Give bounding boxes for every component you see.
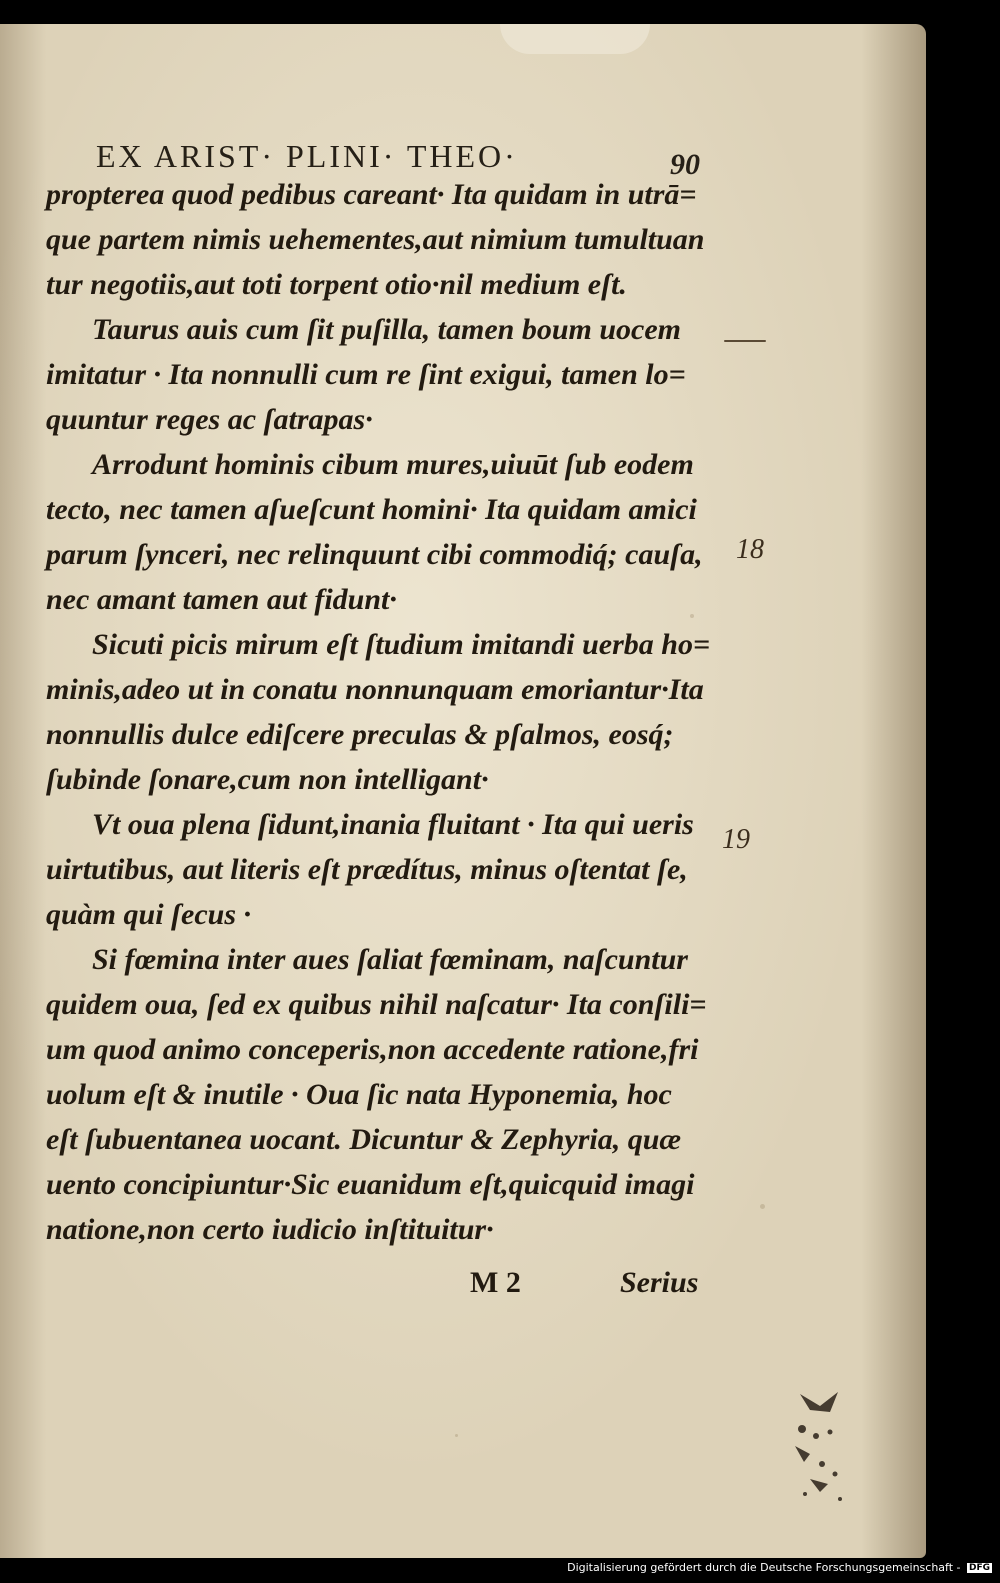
text-line: nonnullis dulce ediſcere preculas & pſalmos, eosq́; <box>46 718 674 751</box>
text-line: imitatur · Ita nonnulli cum re ſint exigui, tamen lo= <box>46 358 686 391</box>
text-line: tur negotiis,aut toti torpent otio·nil medium eſt. <box>46 268 627 301</box>
margin-note-18: 18 <box>736 534 764 565</box>
text-line: propterea quod pedibus careant· Ita quidam in utrā= <box>46 178 697 211</box>
paper-speck <box>690 614 694 618</box>
page-number: 90 <box>670 148 700 181</box>
text-line: quuntur reges ac ſatrapas· <box>46 403 373 436</box>
text-line: quidem oua, ſed ex quibus nihil naſcatur· Ita conſili= <box>46 988 707 1021</box>
text-line: que partem nimis uehementes,aut nimium tumultuan <box>46 223 705 256</box>
text-line: Arrodunt hominis cibum mures,uiuūt ſub eodem <box>92 448 694 481</box>
text-line: minis,adeo ut in conatu nonnunquam emoriantur·Ita <box>46 673 704 706</box>
paper-speck <box>760 1204 765 1209</box>
text-line: quàm qui ſecus · <box>46 898 252 931</box>
credit-text: Digitalisierung gefördert durch die Deutsche Forschungsgemeinschaft - <box>567 1561 961 1574</box>
text-line: um quod animo conceperis,non accedente ratione,fri <box>46 1033 699 1066</box>
text-line: natione,non certo iudicio inſtituitur· <box>46 1213 494 1246</box>
margin-note-19: 19 <box>722 824 750 855</box>
signature-mark: M 2 <box>470 1266 521 1299</box>
text-line: uento concipiuntur·Sic euanidum eſt,quicquid imagi <box>46 1168 695 1201</box>
library-stamp <box>780 1384 860 1514</box>
digitization-credit <box>567 1561 992 1574</box>
margin-dash <box>724 340 766 342</box>
text-line: ſubinde ſonare,cum non intelligant· <box>46 763 489 796</box>
text-line: Si fœmina inter aues ſaliat fœminam, naſcuntur <box>92 943 688 976</box>
text-line: Vt oua plena ſidunt,inania fluitant · Ita qui ueris <box>92 808 694 841</box>
text-line: uirtutibus, aut literis eſt prædítus, minus oſtentat ſe, <box>46 853 688 886</box>
text-line: Sicuti picis mirum eſt ſtudium imitandi uerba ho= <box>92 628 711 661</box>
text-line: parum ſynceri, nec relinquunt cibi commodiq́; cauſa, <box>46 538 703 571</box>
book-page <box>0 24 926 1558</box>
dfg-logo: DFG <box>968 1563 990 1573</box>
paper-speck <box>455 1434 458 1437</box>
text-line: Taurus auis cum ſit puſilla, tamen boum uocem <box>92 313 681 346</box>
text-line: eſt ſubuentanea uocant. Dicuntur & Zephyria, quæ <box>46 1123 682 1156</box>
text-line: uolum eſt & inutile · Oua ſic nata Hyponemia, hoc <box>46 1078 672 1111</box>
text-line: nec amant tamen aut fidunt· <box>46 583 397 616</box>
text-line: tecto, nec tamen aſueſcunt homini· Ita quidam amici <box>46 493 697 526</box>
running-head: EX ARIST· PLINI· THEO· <box>96 138 518 174</box>
catchword: Serius <box>620 1266 699 1299</box>
